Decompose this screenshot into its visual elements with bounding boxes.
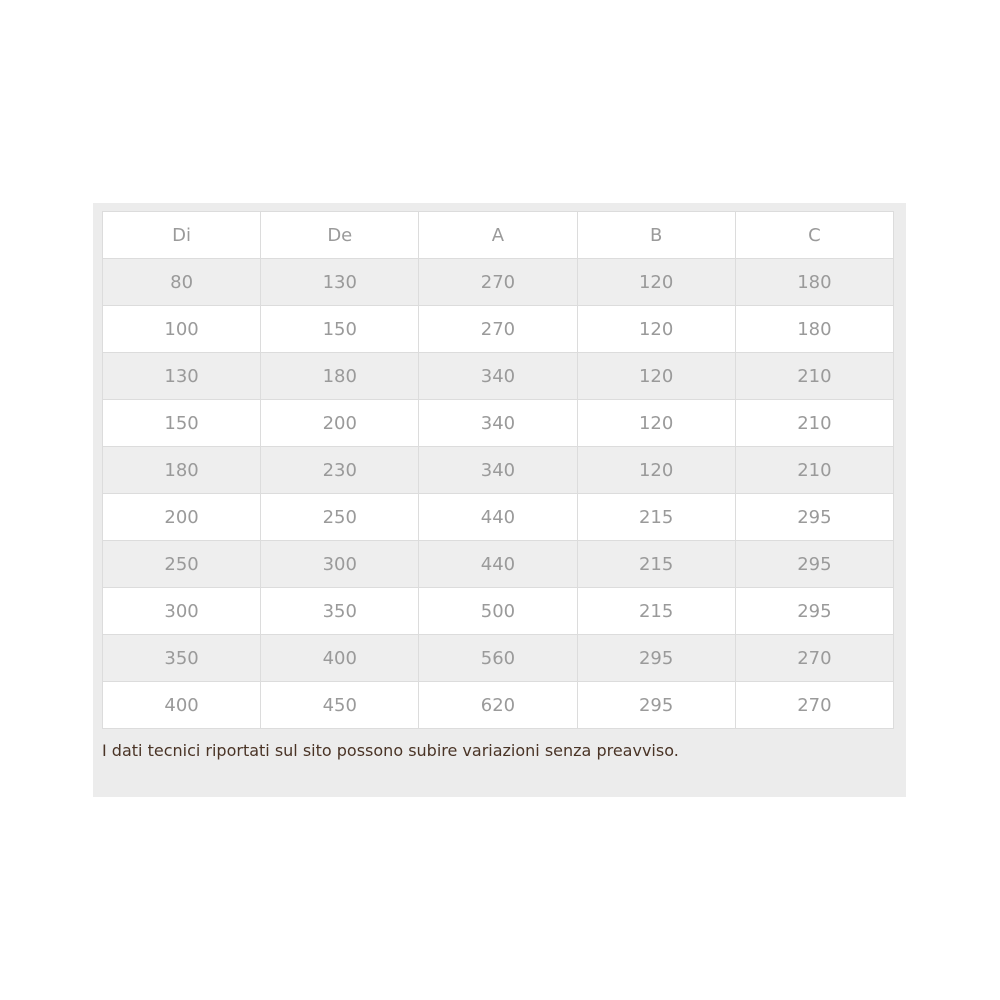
header-di: Di xyxy=(103,212,261,259)
table-cell: 100 xyxy=(103,306,261,353)
table-cell: 120 xyxy=(577,259,735,306)
table-cell: 215 xyxy=(577,494,735,541)
table-cell: 295 xyxy=(735,588,893,635)
table-row xyxy=(103,306,894,353)
dimensions-table xyxy=(102,211,894,729)
table-cell: 180 xyxy=(103,447,261,494)
table-cell: 440 xyxy=(419,541,577,588)
table-row xyxy=(103,541,894,588)
table-cell: 210 xyxy=(735,353,893,400)
header-de: De xyxy=(261,212,419,259)
table-cell: 150 xyxy=(103,400,261,447)
table-cell: 180 xyxy=(261,353,419,400)
table-cell: 340 xyxy=(419,400,577,447)
table-cell: 300 xyxy=(261,541,419,588)
table-cell: 450 xyxy=(261,682,419,729)
table-cell: 560 xyxy=(419,635,577,682)
table-cell: 440 xyxy=(419,494,577,541)
table-cell: 120 xyxy=(577,306,735,353)
table-row xyxy=(103,635,894,682)
table-cell: 500 xyxy=(419,588,577,635)
table-row xyxy=(103,494,894,541)
table-cell: 295 xyxy=(735,494,893,541)
table-row xyxy=(103,588,894,635)
header-b: B xyxy=(577,212,735,259)
table-cell: 295 xyxy=(577,635,735,682)
table-cell: 350 xyxy=(103,635,261,682)
table-cell: 130 xyxy=(261,259,419,306)
table-cell: 250 xyxy=(103,541,261,588)
table-cell: 250 xyxy=(261,494,419,541)
table-row xyxy=(103,353,894,400)
table-cell: 200 xyxy=(261,400,419,447)
disclaimer-note: I dati tecnici riportati sul sito possono subire variazioni senza preavviso. xyxy=(102,741,679,760)
table-cell: 340 xyxy=(419,353,577,400)
table-cell: 300 xyxy=(103,588,261,635)
table-cell: 120 xyxy=(577,353,735,400)
table-cell: 215 xyxy=(577,541,735,588)
table-cell: 230 xyxy=(261,447,419,494)
table-cell: 80 xyxy=(103,259,261,306)
table-cell: 350 xyxy=(261,588,419,635)
table-cell: 150 xyxy=(261,306,419,353)
table-row xyxy=(103,400,894,447)
table-cell: 400 xyxy=(261,635,419,682)
table-cell: 130 xyxy=(103,353,261,400)
table-cell: 620 xyxy=(419,682,577,729)
table-cell: 295 xyxy=(577,682,735,729)
table-cell: 210 xyxy=(735,400,893,447)
header-c: C xyxy=(735,212,893,259)
table-cell: 215 xyxy=(577,588,735,635)
table-cell: 120 xyxy=(577,447,735,494)
table-cell: 210 xyxy=(735,447,893,494)
table-row xyxy=(103,682,894,729)
table-cell: 340 xyxy=(419,447,577,494)
header-a: A xyxy=(419,212,577,259)
table-cell: 270 xyxy=(419,259,577,306)
table-cell: 180 xyxy=(735,306,893,353)
table-row xyxy=(103,447,894,494)
table-row xyxy=(103,259,894,306)
table-header-row xyxy=(103,212,894,259)
table-cell: 120 xyxy=(577,400,735,447)
table-cell: 270 xyxy=(419,306,577,353)
table-cell: 200 xyxy=(103,494,261,541)
table-cell: 270 xyxy=(735,682,893,729)
technical-data-panel xyxy=(93,203,906,797)
table-cell: 295 xyxy=(735,541,893,588)
table-cell: 270 xyxy=(735,635,893,682)
table-body xyxy=(103,259,894,729)
table-cell: 400 xyxy=(103,682,261,729)
table-cell: 180 xyxy=(735,259,893,306)
